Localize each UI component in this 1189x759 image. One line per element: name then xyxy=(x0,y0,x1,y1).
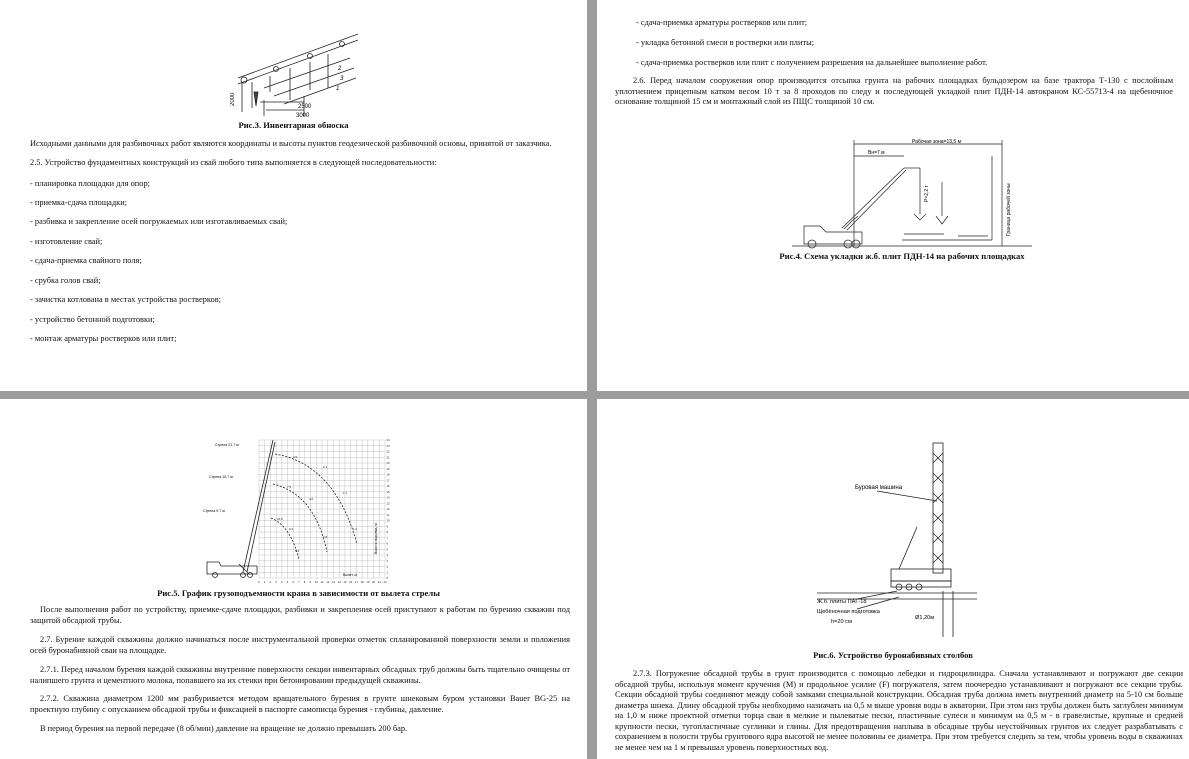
list-item: - устройство бетонной подготовки; xyxy=(30,315,155,324)
curve-label: 5,3 xyxy=(295,549,300,553)
side-label: Граница рабочей зоны xyxy=(1006,183,1012,236)
x-tick: 19 xyxy=(366,580,370,584)
x-tick: 6 xyxy=(292,580,294,584)
x-tick: 16 xyxy=(349,580,353,584)
figure-caption: Рис.5. График грузоподъемности крана в зависимости от вылета стрелы xyxy=(157,588,440,598)
boom-label-9-7: Стрела 9,7 м xyxy=(203,509,225,513)
curve-label: 2,8 xyxy=(323,535,328,539)
label-1: 1 xyxy=(336,86,340,92)
y-tick: 16 xyxy=(386,484,390,488)
paragraph: 2.7.2. Скважина диаметром 1200 мм разбуривается методом вращательного бурения в грунте шнековым буром установки Bauer BG-25 на проектную глубину с опусканием обсадной трубы и фиксацией в паспорте самописца бурения - глубины, давление. xyxy=(30,694,570,714)
x-tick: 0 xyxy=(258,580,260,584)
intro-paragraph: Исходными данными для разбивочных работ являются координаты и высоты пунктов геодезической разбивочной основы, принятой от заказчика. xyxy=(30,139,552,148)
document-page-1 xyxy=(0,0,587,391)
dim-height: 2000 xyxy=(230,92,236,106)
y-tick: 7 xyxy=(386,535,389,540)
curve-label: 9,2 xyxy=(289,527,294,531)
curve-boom-9-7 xyxy=(271,518,299,560)
gravel-height: h=20 см xyxy=(831,619,852,625)
dim-2500: 2500 xyxy=(298,104,312,110)
x-tick: 1 xyxy=(263,580,266,584)
y-tick: 24 xyxy=(386,438,390,442)
x-tick: 12 xyxy=(326,580,330,584)
survey-frame-figure xyxy=(230,30,360,120)
list-item: - сдача-приемка свайного поля; xyxy=(30,256,142,265)
y-tick: 10 xyxy=(386,518,390,523)
boom-label-15-7: Стрела 15,7 м xyxy=(209,475,233,479)
curve-label: 1,2 xyxy=(353,527,358,531)
y-axis-label: Высота подъема, м xyxy=(374,523,378,554)
list-item: - монтаж арматуры ростверков или плит; xyxy=(30,334,177,343)
gravel-label: Щебёночная подготовка xyxy=(817,609,880,615)
slab-laying-figure xyxy=(792,136,1032,250)
crane-load-chart xyxy=(195,434,395,584)
curve-label: 16,5 xyxy=(277,517,283,521)
paragraph: После выполнения работ по устройству, приемке-сдаче площадки, разбивки и закрепления осей приступают к работам по бурению скважин под защитой обсадной трубы. xyxy=(30,605,570,625)
curve-label: 1,7 xyxy=(343,491,348,495)
x-tick: 3 xyxy=(275,580,277,584)
y-tick: 12 xyxy=(386,507,390,511)
label-3: 3 xyxy=(340,76,344,82)
y-tick: 5 xyxy=(386,547,389,552)
x-tick: 5 xyxy=(286,580,289,584)
document-page-4 xyxy=(597,399,1189,759)
y-tick: 21 xyxy=(386,455,390,460)
x-tick: 15 xyxy=(343,580,347,584)
rig-label: Буровая машина xyxy=(855,485,903,491)
y-tick: 13 xyxy=(386,501,390,506)
x-tick: 11 xyxy=(320,580,324,584)
y-tick: 20 xyxy=(386,461,390,465)
x-tick: 18 xyxy=(360,580,364,584)
curve-label: 2,4 xyxy=(323,465,328,469)
y-tick: 0 xyxy=(386,576,389,580)
slab-label: Ж.б. плиты ПАГ-18 xyxy=(817,599,867,605)
y-tick: 17 xyxy=(386,478,390,483)
paragraph-2-7-3: 2.7.3. Погружение обсадной трубы в грунт производится с помощью лебедки и гидроцилиндра. Сначала устанавливают и погружают две секции обсадной трубы, используя момент кручения (М) и продольное усилие (F) погружателя, затем поочередно устанавливают и погружают все секции трубы. Секции обсадной трубы соединяют между собой замками специальной конструкции. Обсадная труба должна иметь внутренний диаметр на 5-10 см больше диаметра шнека. Длину обсадной трубы необходимо назначать на 0,5 м выше уровня воды в акватории. При этом низ трубы должен быть заглублен минимум на 1,0 м ниже проектной отметки торца сваи в мелкие и пылеватые пески, пластичные супеси и минимум на 0,5 м - в гравелистые, крупные и средней крупности пески, тугопластичные суглинки и глины. Для предотвращения наплыва в обсадные трубы неустойчивых грунтов их следует разрабатывать с сохранением в полости трубы грунтового ядра высотой не менее половины ее диаметра. При этом требуется следить за тем, чтобы уровень воды в скважинах не менее чем на 1 м превышал уровень поверхностных вод. xyxy=(615,669,1183,752)
curve-label: 4,6 xyxy=(309,497,314,501)
x-tick: 13 xyxy=(332,580,336,584)
list-item: - сдача-приемка ростверков или плит с получением разрешения на дальнейшее выполнение работ. xyxy=(636,58,988,67)
list-item: - укладка бетонной смеси в ростверки или плиты; xyxy=(636,38,815,47)
x-tick: 22 xyxy=(383,580,387,584)
paragraph: В период бурения на первой передаче (8 об/мин) давление на вращение не должно превышать 200 бар. xyxy=(40,724,408,733)
figure-caption: Рис.4. Схема укладки ж.б. плит ПДН-14 на рабочих площадках xyxy=(779,251,1025,261)
x-axis-label: Вылет, м xyxy=(343,573,357,577)
list-item: - срубка голов свай; xyxy=(30,276,101,285)
document-page-2 xyxy=(597,0,1189,391)
paragraph: 2.7.1. Перед началом бурения каждой скважины внутренние поверхности секции инвентарных обсадных труб должны быть тщательно очищены от налипшего грунта и цементного молока, попавшего на их стенки при бетонировании предыдущей скважины. xyxy=(30,665,570,685)
list-item: - зачистка котлована в местах устройства ростверков; xyxy=(30,295,221,304)
x-tick: 14 xyxy=(337,580,341,584)
list-item: - приемка-сдача площадки; xyxy=(30,198,128,207)
diameter-label: Ø1,20м xyxy=(915,615,935,621)
y-tick: 2 xyxy=(386,564,389,569)
curve-boom-21-7 xyxy=(275,454,357,544)
document-page-3 xyxy=(0,399,587,759)
y-tick: 11 xyxy=(386,512,390,517)
list-item: - разбивка и закрепление осей погружаемых или изготавливаемых свай; xyxy=(30,217,288,226)
x-tick: 8 xyxy=(303,580,306,584)
figure-caption: Рис.3. Инвентарная обноска xyxy=(238,120,349,130)
load-label: Р=2,2 т xyxy=(924,185,930,202)
figure-caption: Рис.6. Устройство буронабивных столбов xyxy=(813,650,973,660)
dim-3000: 3000 xyxy=(296,113,310,119)
x-tick: 2 xyxy=(269,580,272,584)
y-tick: 15 xyxy=(386,489,390,494)
y-tick: 19 xyxy=(386,466,390,471)
reach-label: Вн=7 м xyxy=(868,150,885,156)
x-tick: 4 xyxy=(280,580,283,584)
curve-label: 3,5 xyxy=(293,455,298,459)
y-tick: 9 xyxy=(386,524,389,529)
y-tick: 8 xyxy=(386,530,389,534)
y-tick: 6 xyxy=(386,541,389,546)
y-tick: 18 xyxy=(386,472,390,477)
y-tick: 14 xyxy=(386,495,390,500)
y-tick: 3 xyxy=(386,558,389,563)
x-tick: 10 xyxy=(314,580,318,584)
list-item: - изготовление свай; xyxy=(30,237,103,246)
zone-label: Рабочая зона=13,5 м xyxy=(912,139,962,145)
y-tick: 22 xyxy=(386,449,390,454)
list-item: - планировка площадки для опор; xyxy=(30,179,150,188)
label-2: 2 xyxy=(338,66,342,72)
x-tick: 9 xyxy=(309,580,312,584)
paragraph-2-6: 2.6. Перед началом сооружения опор производится отсыпка грунта на рабочих площадках бульдозером на базе трактора Т-130 с послойным уплотнением прицепным катком весом 10 т за 8 проходов по следу и последующей укладкой плит ПДН-14 автокраном КС-55713-4 на щебеночное основание толщиной 15 см и монтажный слой из ПЩС толщиной 10 см. xyxy=(615,76,1173,106)
y-tick: 23 xyxy=(386,443,390,448)
y-tick: 4 xyxy=(386,553,389,557)
x-tick: 17 xyxy=(354,580,359,584)
bored-pile-figure xyxy=(817,441,977,641)
section-title: 2.5. Устройство фундаментных конструкций из свай любого типа выполняется в следующей последовательности: xyxy=(30,158,437,167)
boom-label-21-7: Стрела 21,7 м xyxy=(215,443,239,447)
x-tick: 20 xyxy=(372,580,376,584)
x-tick: 21 xyxy=(377,580,381,584)
y-tick: 1 xyxy=(386,570,389,575)
list-item: - сдача-приемка арматуры ростверков или плит; xyxy=(636,18,808,27)
paragraph: 2.7. Бурение каждой скважины должно начинаться после инструментальной проверки отметок спланированной поверхности земли и положения осей буронабивной сваи на площадке. xyxy=(30,635,570,655)
curve-label: 7,5 xyxy=(287,485,292,489)
x-tick: 7 xyxy=(298,580,300,584)
